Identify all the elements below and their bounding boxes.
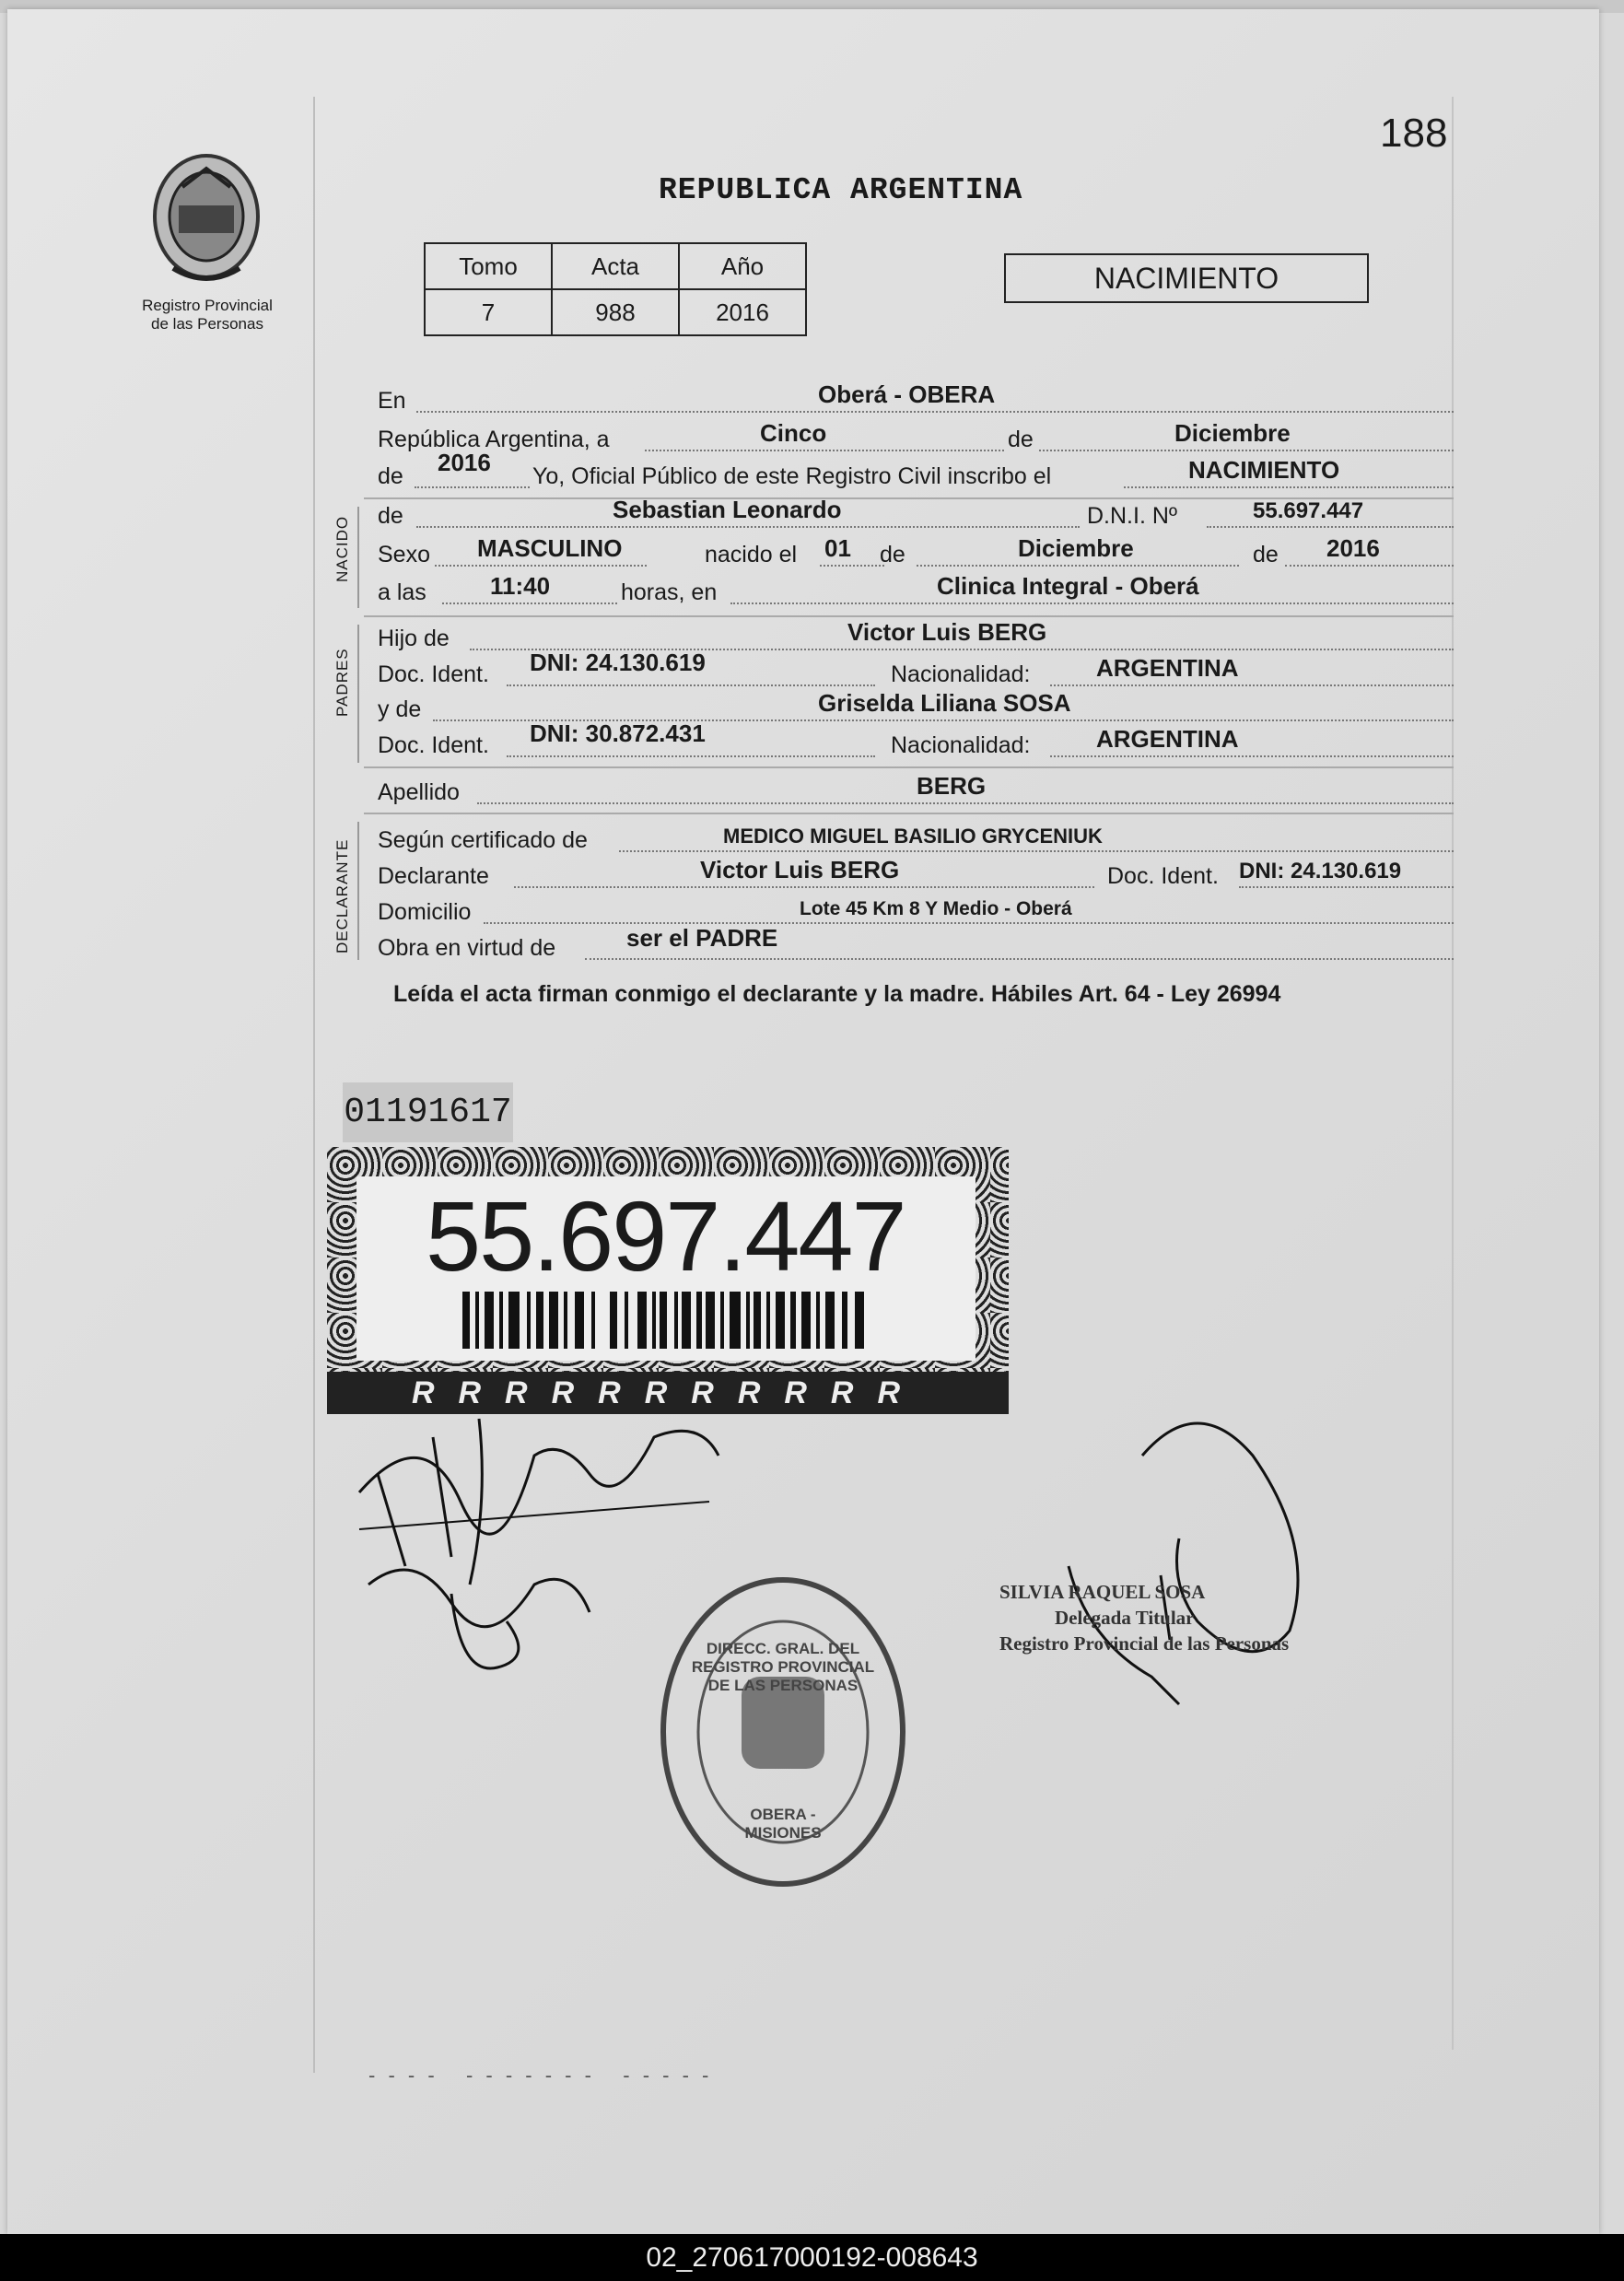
id-sticker xyxy=(327,1147,1009,1414)
separator xyxy=(364,766,1454,768)
value-mes-nac: Diciembre xyxy=(1018,534,1134,562)
value-lugar: Oberá - OBERA xyxy=(818,380,996,408)
row-certificado xyxy=(378,817,1454,854)
sticker-label xyxy=(356,1176,976,1361)
value-declarante: Victor Luis BERG xyxy=(700,856,900,883)
label-en: En xyxy=(378,388,406,414)
label-madre-nacionalidad: Nacionalidad: xyxy=(891,732,1031,758)
sticker-number: 55.697.447 xyxy=(426,1180,905,1292)
row-inscripcion xyxy=(378,449,1454,490)
sticker-band: RRRRRRRRRRR xyxy=(327,1372,1009,1414)
row-madre xyxy=(378,686,1454,723)
record-table xyxy=(424,242,807,336)
record-value-anio: 2016 xyxy=(679,289,806,335)
label-de-2: de xyxy=(378,463,403,489)
row-padre xyxy=(378,615,1454,652)
label-domicilio: Domicilio xyxy=(378,899,472,925)
record-type-box: NACIMIENTO xyxy=(1004,253,1369,303)
serial-number: 01191617 xyxy=(343,1082,513,1142)
label-hijo-de: Hijo de xyxy=(378,626,450,651)
value-dia-nac: 01 xyxy=(824,534,851,562)
seal-text: DIRECC. GRAL. DEL REGISTRO PROVINCIAL DE LAS PERSONAS xyxy=(691,1640,875,1694)
seal-city: OBERA - MISIONES xyxy=(744,1806,822,1842)
value-madre-doc: DNI: 30.872.431 xyxy=(530,719,706,747)
value-madre: Griselda Liliana SOSA xyxy=(818,689,1071,717)
value-madre-nac: ARGENTINA xyxy=(1096,725,1239,753)
value-dni: 55.697.447 xyxy=(1253,498,1364,523)
row-padre-doc xyxy=(378,651,1454,688)
official-role: Delegada Titular xyxy=(1055,1607,1195,1629)
side-label-padres: PADRES xyxy=(333,648,351,717)
row-declarante xyxy=(378,853,1454,890)
label-de: de xyxy=(1004,427,1037,453)
row-apellido xyxy=(378,769,1454,806)
record-table-values xyxy=(425,289,806,335)
value-acto: NACIMIENTO xyxy=(1188,456,1340,484)
label-madre-doc: Doc. Ident. xyxy=(378,732,489,758)
official-seal xyxy=(649,1566,917,1898)
label-dni: D.N.I. Nº xyxy=(1087,503,1178,529)
row-domicilio xyxy=(378,889,1454,926)
record-table-header xyxy=(425,243,806,289)
value-certificado: MEDICO MIGUEL BASILIO GRYCENIUK xyxy=(723,825,1103,848)
left-margin-line xyxy=(313,97,315,2073)
label-y-de: y de xyxy=(378,696,422,722)
label-horas-en: horas, en xyxy=(621,579,718,605)
value-hora: 11:40 xyxy=(490,572,551,600)
label-de-anio: de xyxy=(1253,542,1279,567)
row-nombre xyxy=(378,493,1454,530)
record-header-anio: Año xyxy=(679,243,806,289)
label-obra: Obra en virtud de xyxy=(378,935,556,961)
side-label-declarante: DECLARANTE xyxy=(333,838,351,953)
value-dia-letras: Cinco xyxy=(760,419,827,447)
row-sexo xyxy=(378,532,1454,568)
value-domicilio: Lote 45 Km 8 Y Medio - Oberá xyxy=(800,898,1072,919)
province-emblem xyxy=(146,150,267,288)
row-republica xyxy=(378,416,1454,453)
record-header-acta: Acta xyxy=(552,243,679,289)
label-padre-doc: Doc. Ident. xyxy=(378,661,489,687)
official-office: Registro Provincial de las Personas xyxy=(999,1632,1290,1655)
nacido-bar xyxy=(357,507,359,608)
label-nacido-el: nacido el xyxy=(705,542,798,567)
row-hora xyxy=(378,569,1454,606)
side-label-nacido: NACIDO xyxy=(333,515,351,582)
official-name: SILVIA RAQUEL SOSA xyxy=(999,1581,1206,1603)
record-value-tomo: 7 xyxy=(425,289,552,335)
label-de-mes: de xyxy=(880,542,905,567)
document-title: REPUBLICA ARGENTINA xyxy=(659,173,1023,207)
page-number: 188 xyxy=(1380,111,1448,156)
official-block xyxy=(999,1579,1289,1656)
label-declarante: Declarante xyxy=(378,863,489,889)
closing-text: Leída el acta firman conmigo el declarante y la madre. Hábiles Art. 64 - Ley 26994 xyxy=(393,981,1281,1007)
label-yo: Yo, Oficial Público de este Registro Civil inscribo el xyxy=(532,463,1052,489)
record-value-acta: 988 xyxy=(552,289,679,335)
value-lugar-nac: Clinica Integral - Oberá xyxy=(937,572,1199,600)
label-apellido: Apellido xyxy=(378,779,460,805)
row-en xyxy=(378,378,1454,415)
value-mes-inscripcion: Diciembre xyxy=(1174,419,1291,447)
label-de-nombre: de xyxy=(378,503,403,529)
label-padre-nacionalidad: Nacionalidad: xyxy=(891,661,1031,687)
record-header-tomo: Tomo xyxy=(425,243,552,289)
value-anio-nac: 2016 xyxy=(1326,534,1380,562)
value-nombre: Sebastian Leonardo xyxy=(613,496,842,523)
label-declarante-doc: Doc. Ident. xyxy=(1107,863,1219,889)
value-padre-nac: ARGENTINA xyxy=(1096,654,1239,682)
separator xyxy=(364,813,1454,814)
row-obra xyxy=(378,925,1454,962)
document-sheet xyxy=(7,9,1599,2234)
value-padre-doc: DNI: 24.130.619 xyxy=(530,649,706,676)
value-sexo: MASCULINO xyxy=(477,534,623,562)
footer-code: 02_270617000192-008643 xyxy=(0,2234,1624,2281)
label-republica: República Argentina, a xyxy=(378,427,610,452)
value-declarante-doc: DNI: 24.130.619 xyxy=(1239,859,1402,883)
value-anio-inscripcion: 2016 xyxy=(438,449,491,476)
row-madre-doc xyxy=(378,719,1454,759)
declarante-bar xyxy=(357,822,359,960)
dash-line: - - - - - - - - - - - - - - - - xyxy=(368,2064,713,2087)
label-a-las: a las xyxy=(378,579,426,605)
value-padre: Victor Luis BERG xyxy=(847,618,1047,646)
value-apellido: BERG xyxy=(917,772,987,800)
label-segun: Según certificado de xyxy=(378,827,588,853)
label-sexo: Sexo xyxy=(378,542,430,567)
barcode xyxy=(462,1292,868,1349)
registry-label: Registro Provincial de las Personas xyxy=(142,297,273,333)
value-obra: ser el PADRE xyxy=(626,924,778,952)
padres-bar xyxy=(357,625,359,763)
